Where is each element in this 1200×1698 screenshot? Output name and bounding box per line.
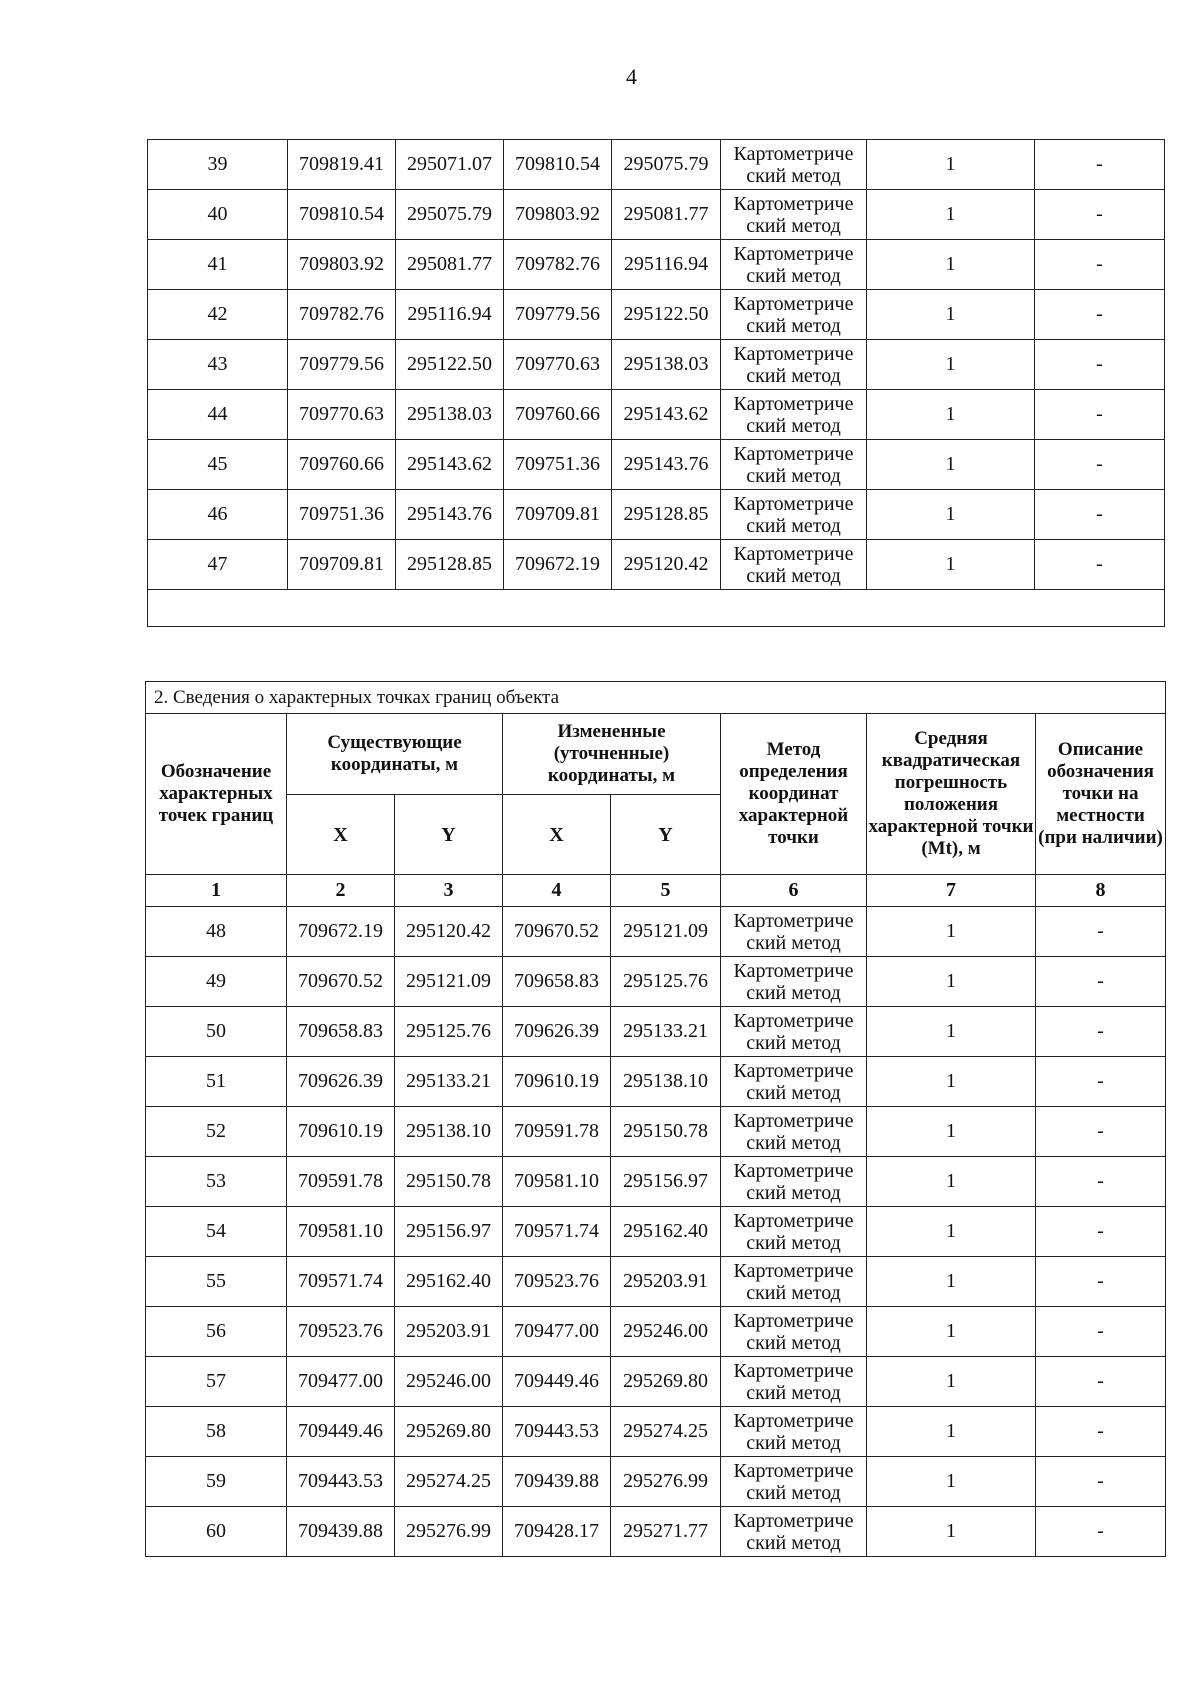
cell-method: Картометриче ский метод: [721, 1357, 867, 1407]
cell-changed-x: 709658.83: [503, 957, 611, 1007]
cell-changed-x: 709709.81: [504, 490, 612, 540]
cell-point-id: 50: [146, 1007, 287, 1057]
cell-accuracy: 1: [867, 240, 1035, 290]
column-number: 8: [1036, 875, 1166, 907]
cell-existing-y: 295081.77: [396, 240, 504, 290]
cell-existing-x: 709449.46: [287, 1407, 395, 1457]
cell-accuracy: 1: [867, 1057, 1036, 1107]
column-number: 7: [867, 875, 1036, 907]
section-title: 2. Сведения о характерных точках границ объекта: [146, 682, 1166, 714]
cell-changed-y: 295269.80: [611, 1357, 721, 1407]
cell-accuracy: 1: [867, 190, 1035, 240]
cell-existing-x: 709782.76: [288, 290, 396, 340]
cell-existing-y: 295143.76: [396, 490, 504, 540]
cell-changed-x: 709571.74: [503, 1207, 611, 1257]
cell-changed-x: 709803.92: [504, 190, 612, 240]
cell-description: -: [1036, 1407, 1166, 1457]
cell-method: Картометриче ский метод: [721, 1157, 867, 1207]
cell-changed-y: 295150.78: [611, 1107, 721, 1157]
coordinates-table-continued: [147, 139, 1165, 627]
cell-changed-x: 709610.19: [503, 1057, 611, 1107]
cell-description: -: [1036, 957, 1166, 1007]
page-number: 4: [626, 64, 637, 89]
table-row: [146, 1107, 1166, 1157]
header-row: [146, 714, 1166, 795]
cell-accuracy: 1: [867, 1407, 1036, 1457]
cell-method: Картометриче ский метод: [721, 290, 867, 340]
cell-description: -: [1036, 1307, 1166, 1357]
cell-accuracy: 1: [867, 907, 1036, 957]
cell-changed-x: 709782.76: [504, 240, 612, 290]
cell-method: Картометриче ский метод: [721, 540, 867, 590]
cell-description: -: [1036, 1507, 1166, 1557]
cell-changed-x: 709626.39: [503, 1007, 611, 1057]
cell-method: Картометриче ский метод: [721, 1307, 867, 1357]
cell-changed-y: 295162.40: [611, 1207, 721, 1257]
table-row: [148, 440, 1165, 490]
cell-point-id: 39: [148, 140, 288, 190]
cell-description: -: [1035, 540, 1165, 590]
cell-point-id: 48: [146, 907, 287, 957]
cell-existing-y: 295203.91: [395, 1307, 503, 1357]
cell-existing-y: 295075.79: [396, 190, 504, 240]
header-existing-y: Y: [395, 795, 503, 875]
cell-point-id: 42: [148, 290, 288, 340]
cell-existing-x: 709803.92: [288, 240, 396, 290]
cell-existing-x: 709672.19: [287, 907, 395, 957]
cell-accuracy: 1: [867, 540, 1035, 590]
cell-accuracy: 1: [867, 1357, 1036, 1407]
cell-changed-x: 709672.19: [504, 540, 612, 590]
table-row: [146, 1007, 1166, 1057]
cell-existing-y: 295246.00: [395, 1357, 503, 1407]
table-row: [148, 240, 1165, 290]
cell-method: Картометриче ский метод: [721, 240, 867, 290]
cell-point-id: 45: [148, 440, 288, 490]
cell-accuracy: 1: [867, 1007, 1036, 1057]
cell-point-id: 49: [146, 957, 287, 1007]
cell-changed-y: 295121.09: [611, 907, 721, 957]
cell-existing-y: 295120.42: [395, 907, 503, 957]
cell-existing-y: 295162.40: [395, 1257, 503, 1307]
cell-accuracy: 1: [867, 1257, 1036, 1307]
cell-description: -: [1036, 1457, 1166, 1507]
cell-point-id: 52: [146, 1107, 287, 1157]
cell-description: -: [1036, 907, 1166, 957]
cell-point-id: 44: [148, 390, 288, 440]
cell-changed-y: 295143.62: [612, 390, 721, 440]
cell-changed-y: 295203.91: [611, 1257, 721, 1307]
table-row: [146, 1357, 1166, 1407]
table-body: [146, 907, 1166, 1557]
cell-accuracy: 1: [867, 290, 1035, 340]
cell-method: Картометриче ский метод: [721, 957, 867, 1007]
cell-description: -: [1035, 490, 1165, 540]
cell-method: Картометриче ский метод: [721, 1457, 867, 1507]
cell-changed-y: 295133.21: [611, 1007, 721, 1057]
cell-changed-x: 709443.53: [503, 1407, 611, 1457]
table-row: [146, 1207, 1166, 1257]
cell-point-id: 51: [146, 1057, 287, 1107]
cell-method: Картометриче ский метод: [721, 390, 867, 440]
cell-description: -: [1035, 140, 1165, 190]
cell-existing-x: 709477.00: [287, 1357, 395, 1407]
cell-changed-y: 295122.50: [612, 290, 721, 340]
cell-point-id: 59: [146, 1457, 287, 1507]
cell-changed-y: 295156.97: [611, 1157, 721, 1207]
header-method: Метод определения координат характерной точки: [721, 714, 867, 875]
cell-existing-x: 709819.41: [288, 140, 396, 190]
cell-method: Картометриче ский метод: [721, 440, 867, 490]
cell-point-id: 41: [148, 240, 288, 290]
cell-existing-x: 709443.53: [287, 1457, 395, 1507]
cell-existing-y: 295133.21: [395, 1057, 503, 1107]
cell-existing-y: 295274.25: [395, 1457, 503, 1507]
cell-method: Картометриче ский метод: [721, 907, 867, 957]
cell-accuracy: 1: [867, 1457, 1036, 1507]
cell-changed-x: 709760.66: [504, 390, 612, 440]
cell-method: Картометриче ский метод: [721, 1257, 867, 1307]
cell-accuracy: 1: [867, 340, 1035, 390]
cell-point-id: 57: [146, 1357, 287, 1407]
table-row: [148, 540, 1165, 590]
cell-description: -: [1035, 190, 1165, 240]
table-row: [146, 1457, 1166, 1507]
cell-changed-x: 709810.54: [504, 140, 612, 190]
cell-changed-y: 295125.76: [611, 957, 721, 1007]
cell-method: Картометриче ский метод: [721, 1207, 867, 1257]
cell-existing-x: 709439.88: [287, 1507, 395, 1557]
table-row: [146, 1507, 1166, 1557]
cell-changed-y: 295274.25: [611, 1407, 721, 1457]
cell-changed-x: 709449.46: [503, 1357, 611, 1407]
table-row: [146, 1157, 1166, 1207]
cell-changed-x: 709477.00: [503, 1307, 611, 1357]
cell-accuracy: 1: [867, 1307, 1036, 1357]
cell-existing-x: 709670.52: [287, 957, 395, 1007]
table-row: [148, 190, 1165, 240]
cell-accuracy: 1: [867, 1157, 1036, 1207]
cell-existing-y: 295116.94: [396, 290, 504, 340]
cell-existing-x: 709760.66: [288, 440, 396, 490]
cell-point-id: 56: [146, 1307, 287, 1357]
column-number-row: [146, 875, 1166, 907]
cell-changed-y: 295143.76: [612, 440, 721, 490]
cell-method: Картометриче ский метод: [721, 140, 867, 190]
table-row: [148, 490, 1165, 540]
cell-accuracy: 1: [867, 1507, 1036, 1557]
table-row: [148, 290, 1165, 340]
cell-description: -: [1035, 390, 1165, 440]
cell-existing-y: 295125.76: [395, 1007, 503, 1057]
cell-existing-x: 709770.63: [288, 390, 396, 440]
cell-changed-x: 709591.78: [503, 1107, 611, 1157]
cell-point-id: 40: [148, 190, 288, 240]
cell-changed-x: 709779.56: [504, 290, 612, 340]
cell-point-id: 47: [148, 540, 288, 590]
cell-existing-x: 709571.74: [287, 1257, 395, 1307]
cell-method: Картометриче ский метод: [721, 1057, 867, 1107]
column-number: 5: [611, 875, 721, 907]
section-title-row: [146, 682, 1166, 714]
cell-point-id: 60: [146, 1507, 287, 1557]
header-accuracy: Средняя квадратическая погрешность положения характерной точки (Mt), м: [867, 714, 1036, 875]
cell-changed-y: 295081.77: [612, 190, 721, 240]
cell-point-id: 43: [148, 340, 288, 390]
boundary-points-table: [145, 681, 1166, 1557]
cell-changed-x: 709581.10: [503, 1157, 611, 1207]
cell-existing-y: 295156.97: [395, 1207, 503, 1257]
cell-accuracy: 1: [867, 140, 1035, 190]
cell-accuracy: 1: [867, 390, 1035, 440]
table-row: [148, 340, 1165, 390]
cell-description: -: [1036, 1257, 1166, 1307]
table-row: [146, 957, 1166, 1007]
cell-changed-y: 295276.99: [611, 1457, 721, 1507]
cell-existing-y: 295121.09: [395, 957, 503, 1007]
cell-accuracy: 1: [867, 490, 1035, 540]
column-number: 4: [503, 875, 611, 907]
cell-description: -: [1035, 440, 1165, 490]
cell-existing-x: 709626.39: [287, 1057, 395, 1107]
cell-accuracy: 1: [867, 1107, 1036, 1157]
cell-changed-x: 709523.76: [503, 1257, 611, 1307]
cell-changed-x: 709770.63: [504, 340, 612, 390]
cell-point-id: 54: [146, 1207, 287, 1257]
cell-changed-x: 709428.17: [503, 1507, 611, 1557]
cell-method: Картометриче ский метод: [721, 1107, 867, 1157]
cell-changed-y: 295138.03: [612, 340, 721, 390]
column-number: 2: [287, 875, 395, 907]
column-number: 1: [146, 875, 287, 907]
column-number: 6: [721, 875, 867, 907]
cell-changed-x: 709439.88: [503, 1457, 611, 1507]
cell-point-id: 58: [146, 1407, 287, 1457]
cell-accuracy: 1: [867, 440, 1035, 490]
empty-cell: [148, 590, 1165, 627]
table-row: [148, 140, 1165, 190]
header-existing-x: X: [287, 795, 395, 875]
cell-method: Картометриче ский метод: [721, 1007, 867, 1057]
cell-changed-x: 709751.36: [504, 440, 612, 490]
cell-existing-y: 295138.10: [395, 1107, 503, 1157]
cell-existing-x: 709523.76: [287, 1307, 395, 1357]
cell-description: -: [1035, 290, 1165, 340]
cell-description: -: [1036, 1157, 1166, 1207]
cell-existing-x: 709751.36: [288, 490, 396, 540]
header-existing-coordinates: Существующие координаты, м: [287, 714, 503, 795]
cell-changed-y: 295246.00: [611, 1307, 721, 1357]
cell-point-id: 53: [146, 1157, 287, 1207]
cell-accuracy: 1: [867, 1207, 1036, 1257]
cell-description: -: [1036, 1057, 1166, 1107]
cell-method: Картометриче ский метод: [721, 1507, 867, 1557]
cell-changed-y: 295138.10: [611, 1057, 721, 1107]
table-row: [146, 1307, 1166, 1357]
cell-description: -: [1036, 1107, 1166, 1157]
cell-changed-x: 709670.52: [503, 907, 611, 957]
cell-existing-y: 295276.99: [395, 1507, 503, 1557]
cell-existing-x: 709581.10: [287, 1207, 395, 1257]
cell-point-id: 55: [146, 1257, 287, 1307]
cell-changed-y: 295120.42: [612, 540, 721, 590]
cell-existing-y: 295143.62: [396, 440, 504, 490]
cell-existing-x: 709610.19: [287, 1107, 395, 1157]
cell-existing-y: 295071.07: [396, 140, 504, 190]
table-row: [148, 390, 1165, 440]
cell-changed-y: 295075.79: [612, 140, 721, 190]
empty-row: [148, 590, 1165, 627]
header-changed-coordinates: Измененные (уточненные) координаты, м: [503, 714, 721, 795]
cell-description: -: [1036, 1007, 1166, 1057]
cell-description: -: [1036, 1207, 1166, 1257]
cell-existing-y: 295122.50: [396, 340, 504, 390]
table-row: [146, 1057, 1166, 1107]
header-point-designation: Обозначение характерных точек границ: [146, 714, 287, 875]
table-body: [148, 140, 1165, 590]
table-row: [146, 1407, 1166, 1457]
cell-method: Картометриче ский метод: [721, 340, 867, 390]
cell-method: Картометриче ский метод: [721, 1407, 867, 1457]
cell-existing-y: 295138.03: [396, 390, 504, 440]
table-row: [146, 907, 1166, 957]
cell-description: -: [1036, 1357, 1166, 1407]
cell-existing-y: 295269.80: [395, 1407, 503, 1457]
cell-description: -: [1035, 340, 1165, 390]
cell-accuracy: 1: [867, 957, 1036, 1007]
cell-point-id: 46: [148, 490, 288, 540]
cell-description: -: [1035, 240, 1165, 290]
cell-existing-x: 709810.54: [288, 190, 396, 240]
cell-method: Картометриче ский метод: [721, 190, 867, 240]
cell-changed-y: 295116.94: [612, 240, 721, 290]
cell-changed-y: 295271.77: [611, 1507, 721, 1557]
cell-changed-y: 295128.85: [612, 490, 721, 540]
cell-existing-x: 709709.81: [288, 540, 396, 590]
cell-existing-x: 709779.56: [288, 340, 396, 390]
header-changed-y: Y: [611, 795, 721, 875]
cell-existing-y: 295128.85: [396, 540, 504, 590]
table-row: [146, 1257, 1166, 1307]
cell-existing-x: 709658.83: [287, 1007, 395, 1057]
column-number: 3: [395, 875, 503, 907]
header-changed-x: X: [503, 795, 611, 875]
cell-existing-x: 709591.78: [287, 1157, 395, 1207]
cell-method: Картометриче ский метод: [721, 490, 867, 540]
cell-existing-y: 295150.78: [395, 1157, 503, 1207]
header-description: Описание обозначения точки на местности (при наличии): [1036, 714, 1166, 875]
